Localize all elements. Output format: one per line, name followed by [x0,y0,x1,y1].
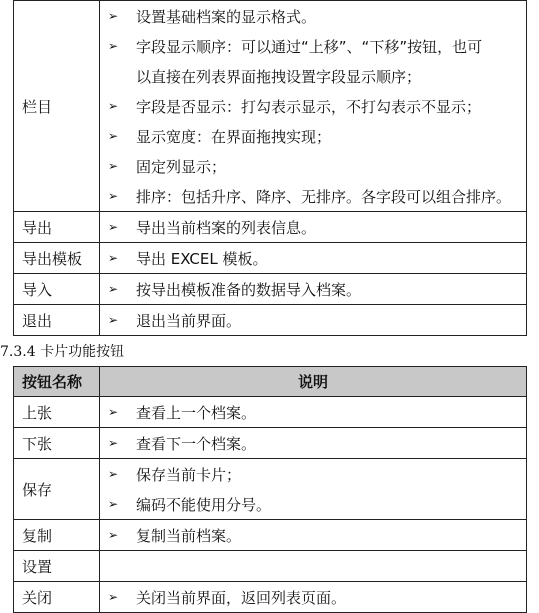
table-row [14,582,527,613]
description-line [100,121,526,151]
table-row [14,397,527,428]
bullet-arrow-icon: ➢ [108,405,119,419]
description-line [100,181,526,211]
card-function-table [13,366,527,613]
description-cell [100,212,527,243]
table-row [14,212,527,243]
description-cell [100,274,527,305]
description-text: 编码不能使用分号。 [136,495,272,514]
description-cell [100,582,527,613]
button-name-cell: 保存 [14,459,100,520]
description-line [100,489,526,519]
description-cell [100,428,527,459]
description-text: 排序：包括升序、降序、无排序。各字段可以组合排序。 [136,187,512,206]
description-line [100,459,526,489]
button-name-cell: 复制 [14,520,100,551]
description-text: 字段是否显示：打勾表示显示，不打勾表示不显示； [136,97,482,116]
table-row [14,243,527,274]
table-header-row [14,367,527,397]
button-name-cell: 关闭 [14,582,100,613]
description-line [100,212,526,242]
bullet-arrow-icon: ➢ [108,9,119,23]
description-cell [100,305,527,336]
header-description: 说明 [100,367,527,397]
section-title: 7.3.4 卡片功能按钮 [0,344,125,360]
bullet-arrow-icon: ➢ [108,282,119,296]
button-name-cell: 下张 [14,428,100,459]
bullet-arrow-icon: ➢ [108,159,119,173]
description-cell [100,459,527,520]
description-text: 显示宽度：在界面拖拽实现； [136,127,332,146]
description-line [100,243,526,273]
bullet-arrow-icon: ➢ [108,467,119,481]
button-name-cell: 退出 [14,305,100,336]
header-button-name: 按钮名称 [14,367,100,397]
table-row [14,305,527,336]
description-line [100,31,526,61]
description-cell [100,243,527,274]
bullet-arrow-icon: ➢ [108,313,119,327]
description-text: 设置基础档案的显示格式。 [136,7,317,26]
description-cell [100,551,527,582]
button-name-cell: 栏目 [14,1,100,212]
list-function-table [13,0,527,336]
bullet-arrow-icon: ➢ [108,528,119,542]
bullet-arrow-icon: ➢ [108,129,119,143]
description-line [100,61,526,91]
description-line [100,397,526,427]
bullet-arrow-icon: ➢ [108,220,119,234]
bullet-arrow-icon: ➢ [108,99,119,113]
description-text: 查看下一个档案。 [136,434,257,453]
description-text: 导出 EXCEL 模板。 [136,249,268,268]
table-row [14,1,527,212]
description-text: 按导出模板准备的数据导入档案。 [136,280,362,299]
list-function-table-body [14,1,527,336]
button-name-cell: 导出模板 [14,243,100,274]
table-row [14,274,527,305]
empty-description [100,551,526,581]
button-name-cell: 导出 [14,212,100,243]
button-name-cell: 导入 [14,274,100,305]
description-line [100,91,526,121]
table-row [14,459,527,520]
description-text: 导出当前档案的列表信息。 [136,218,317,237]
bullet-arrow-icon: ➢ [108,590,119,604]
description-line [100,520,526,550]
button-name-cell: 设置 [14,551,100,582]
bullet-arrow-icon: ➢ [108,189,119,203]
button-name-cell: 上张 [14,397,100,428]
description-cell [100,520,527,551]
description-cell [100,397,527,428]
description-text: 关闭当前界面，返回列表页面。 [136,588,347,607]
table-row [14,520,527,551]
description-text: 复制当前档案。 [136,526,242,545]
description-text: 查看上一个档案。 [136,403,257,422]
description-line [100,151,526,181]
table-row [14,551,527,582]
description-line [100,274,526,304]
bullet-arrow-icon: ➢ [108,436,119,450]
description-text: 固定列显示； [136,157,227,176]
bullet-arrow-icon: ➢ [108,251,119,265]
description-text: 退出当前界面。 [136,311,242,330]
description-text: 以直接在列表界面拖拽设置字段显示顺序； [136,67,422,86]
description-line [100,428,526,458]
table-row [14,428,527,459]
description-line [100,1,526,31]
description-cell [100,1,527,212]
description-text: 字段显示顺序：可以通过“上移”、“下移”按钮，也可 [136,37,483,56]
bullet-arrow-icon: ➢ [108,39,119,53]
description-line [100,582,526,612]
card-function-table-body [14,397,527,613]
description-text: 保存当前卡片； [136,465,242,484]
bullet-arrow-icon: ➢ [108,497,119,511]
description-line [100,305,526,335]
